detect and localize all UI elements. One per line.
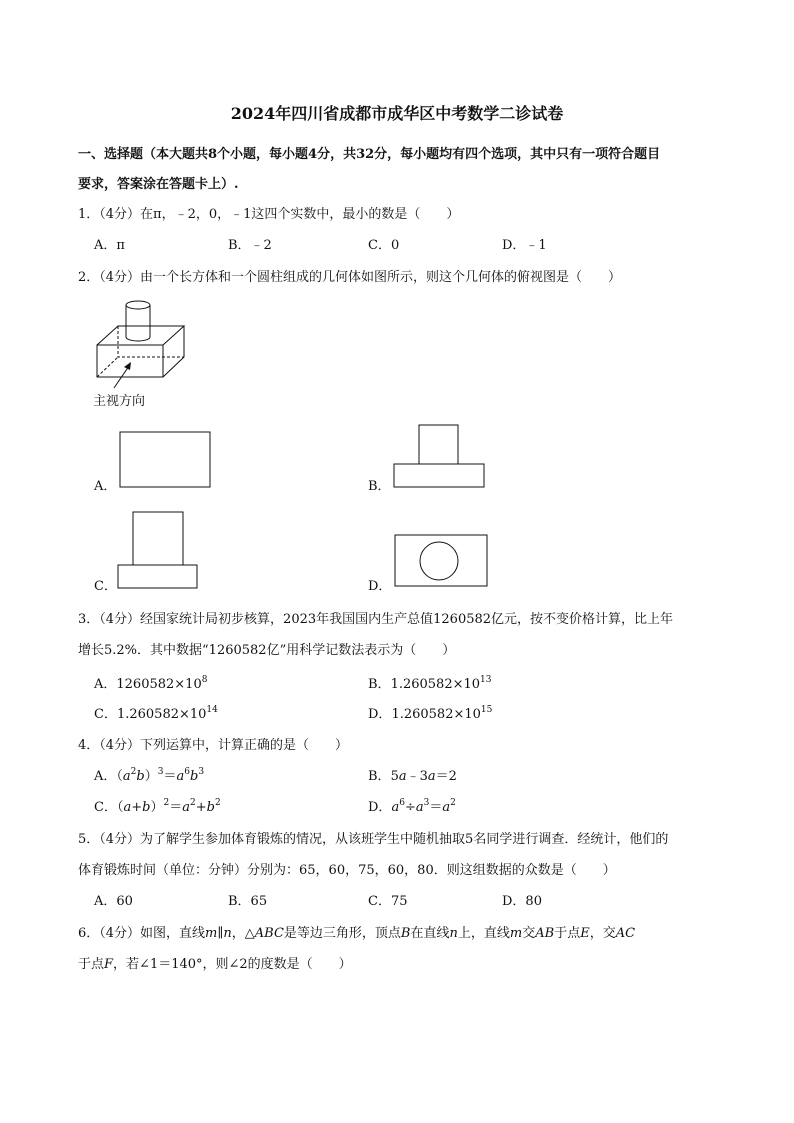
q1-stem: 1．（4分）在π，﹣2，0，﹣1这四个实数中，最小的数是（ ） [78,207,460,222]
q2-option-c-label: C． [94,579,117,594]
q2-option-b-label: B． [368,479,391,494]
q2-stem: 2．（4分）由一个长方体和一个圆柱组成的几何体如图所示，则这个几何体的俯视图是（ ） [78,270,622,285]
q3-stem-line1: 3．（4分）经国家统计局初步核算，2023年我国国内生产总值1260582亿元，按不变价格计算，比上年 [78,612,674,627]
section-header-line2: 要求，答案涂在答题卡上）. [78,177,239,192]
q2-view-direction-label: 主视方向 [93,394,146,409]
q2-option-d-label: D． [368,579,392,594]
q1-option-b: B．﹣2 [228,238,272,253]
q4-option-c: C．$(a+b)^2=a^2+b^2$ [94,798,221,815]
q2-option-a-label: A． [94,479,117,494]
q6-stem-line2: 于点F，若∠1＝140°，则∠2的度数是（ ） [78,957,352,972]
q5-option-d: D．80 [502,894,542,909]
q3-option-b: B．$1.260582\times 10^{13}$ [368,675,492,692]
q2-option-d-figure [0,0,1,1]
q4-option-b: B．5a﹣3a＝2 [368,769,457,784]
q4-option-a: A．$(a^2b)^3=a^6b^3$ [94,767,205,784]
q5-option-b: B．65 [228,894,268,909]
q5-stem-line2: 体育锻炼时间（单位：分钟）分别为：65，60，75，60，80．则这组数据的众数是（ ） [78,863,616,878]
q3-option-a: A．$1260582\times 10^8$ [94,675,208,692]
q5-option-a: A．60 [94,894,133,909]
q5-option-c: C．75 [368,894,408,909]
q3-option-d: D．$1.260582\times 10^{15}$ [368,705,493,722]
q3-stem-line2: 增长5.2%．其中数据“1260582亿”用科学记数法表示为（ ） [78,643,456,658]
q6-stem-line1: 6．（4分）如图，直线m∥n，△ABC是等边三角形，顶点B在直线n上，直线m交AB于点E，交AC [78,926,636,941]
q1-option-a: A．π [94,238,125,253]
q1-option-c: C．0 [368,238,400,253]
page-title: 2024年四川省成都市成华区中考数学二诊试卷 [230,104,564,123]
q1-option-d: D．﹣1 [502,238,547,253]
q4-option-d: D．$a^6\div a^3=a^2$ [368,798,456,815]
section-header-line1: 一、选择题（本大题共8个小题，每小题4分，共32分，每小题均有四个选项，其中只有一项符合题目 [78,147,661,162]
q3-option-c: C．$1.260582\times 10^{14}$ [94,705,218,722]
q5-stem-line1: 5．（4分）为了解学生参加体育锻炼的情况，从该班学生中随机抽取5名同学进行调查．经统计，他们的 [78,832,669,847]
q4-stem: 4．（4分）下列运算中，计算正确的是（ ） [78,738,349,753]
